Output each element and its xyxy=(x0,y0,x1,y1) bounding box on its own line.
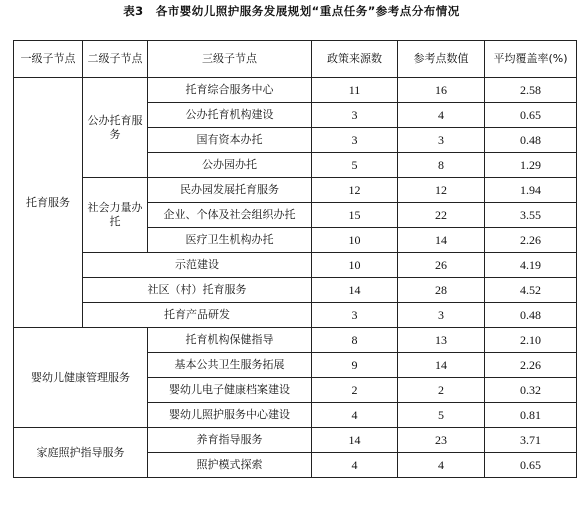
row-policy: 10 xyxy=(312,228,398,253)
row-coverage: 0.32 xyxy=(485,378,577,403)
row-policy: 4 xyxy=(312,453,398,478)
row-name: 公办托育机构建设 xyxy=(148,103,312,128)
table-row xyxy=(14,253,577,278)
row-policy: 12 xyxy=(312,178,398,203)
row-policy: 3 xyxy=(312,103,398,128)
group-health: 婴幼儿健康管理服务 xyxy=(14,328,148,428)
row-name: 照护模式探索 xyxy=(148,453,312,478)
row-policy: 11 xyxy=(312,78,398,103)
row-coverage: 3.55 xyxy=(485,203,577,228)
header-level1: 一级子节点 xyxy=(14,41,83,78)
group-social: 社会力量办托 xyxy=(83,178,148,253)
row-coverage: 1.94 xyxy=(485,178,577,203)
group-public: 公办托育服务 xyxy=(83,78,148,178)
row-refs: 2 xyxy=(398,378,485,403)
table-row xyxy=(14,178,577,203)
row-coverage: 4.19 xyxy=(485,253,577,278)
row-name: 医疗卫生机构办托 xyxy=(148,228,312,253)
group-family: 家庭照护指导服务 xyxy=(14,428,148,478)
row-refs: 22 xyxy=(398,203,485,228)
row-coverage: 0.65 xyxy=(485,453,577,478)
row-refs: 14 xyxy=(398,228,485,253)
table-row xyxy=(14,428,577,453)
table-row xyxy=(14,78,577,103)
row-name: 婴幼儿电子健康档案建设 xyxy=(148,378,312,403)
row-coverage: 0.48 xyxy=(485,303,577,328)
row-name: 国有资本办托 xyxy=(148,128,312,153)
row-refs: 8 xyxy=(398,153,485,178)
row-refs: 3 xyxy=(398,128,485,153)
row-refs: 28 xyxy=(398,278,485,303)
header-ref-count: 参考点数值 xyxy=(398,41,485,78)
row-refs: 3 xyxy=(398,303,485,328)
row-policy: 14 xyxy=(312,278,398,303)
row-coverage: 3.71 xyxy=(485,428,577,453)
table-row xyxy=(14,328,577,353)
row-policy: 3 xyxy=(312,303,398,328)
row-coverage: 2.26 xyxy=(485,228,577,253)
row-policy: 15 xyxy=(312,203,398,228)
header-level3: 三级子节点 xyxy=(148,41,312,78)
row-policy: 2 xyxy=(312,378,398,403)
row-coverage: 0.81 xyxy=(485,403,577,428)
row-policy: 10 xyxy=(312,253,398,278)
header-avg-coverage: 平均覆盖率(%) xyxy=(485,41,577,78)
row-coverage: 2.10 xyxy=(485,328,577,353)
row-name: 基本公共卫生服务拓展 xyxy=(148,353,312,378)
key-tasks-table xyxy=(13,40,577,478)
row-name: 民办园发展托育服务 xyxy=(148,178,312,203)
row-name: 社区（村）托育服务 xyxy=(83,278,312,303)
row-refs: 4 xyxy=(398,453,485,478)
row-policy: 8 xyxy=(312,328,398,353)
row-policy: 3 xyxy=(312,128,398,153)
row-policy: 14 xyxy=(312,428,398,453)
row-name: 托育综合服务中心 xyxy=(148,78,312,103)
row-refs: 14 xyxy=(398,353,485,378)
row-coverage: 4.52 xyxy=(485,278,577,303)
row-refs: 16 xyxy=(398,78,485,103)
table-caption: 表3 各市婴幼儿照护服务发展规划“重点任务”参考点分布情况 xyxy=(123,4,460,18)
header-row xyxy=(14,41,577,78)
table-row xyxy=(14,278,577,303)
row-name: 企业、个体及社会组织办托 xyxy=(148,203,312,228)
group-tuoyu: 托育服务 xyxy=(14,78,83,328)
row-policy: 9 xyxy=(312,353,398,378)
row-refs: 23 xyxy=(398,428,485,453)
row-policy: 5 xyxy=(312,153,398,178)
row-coverage: 1.29 xyxy=(485,153,577,178)
row-refs: 13 xyxy=(398,328,485,353)
row-coverage: 2.26 xyxy=(485,353,577,378)
row-name: 婴幼儿照护服务中心建设 xyxy=(148,403,312,428)
row-refs: 26 xyxy=(398,253,485,278)
row-coverage: 2.58 xyxy=(485,78,577,103)
row-name: 示范建设 xyxy=(83,253,312,278)
row-refs: 12 xyxy=(398,178,485,203)
row-name: 托育产品研发 xyxy=(83,303,312,328)
row-coverage: 0.65 xyxy=(485,103,577,128)
row-refs: 5 xyxy=(398,403,485,428)
row-coverage: 0.48 xyxy=(485,128,577,153)
table-row xyxy=(14,303,577,328)
row-name: 公办园办托 xyxy=(148,153,312,178)
header-policy-count: 政策来源数 xyxy=(312,41,398,78)
row-name: 养育指导服务 xyxy=(148,428,312,453)
row-policy: 4 xyxy=(312,403,398,428)
header-level2: 二级子节点 xyxy=(83,41,148,78)
row-refs: 4 xyxy=(398,103,485,128)
row-name: 托育机构保健指导 xyxy=(148,328,312,353)
